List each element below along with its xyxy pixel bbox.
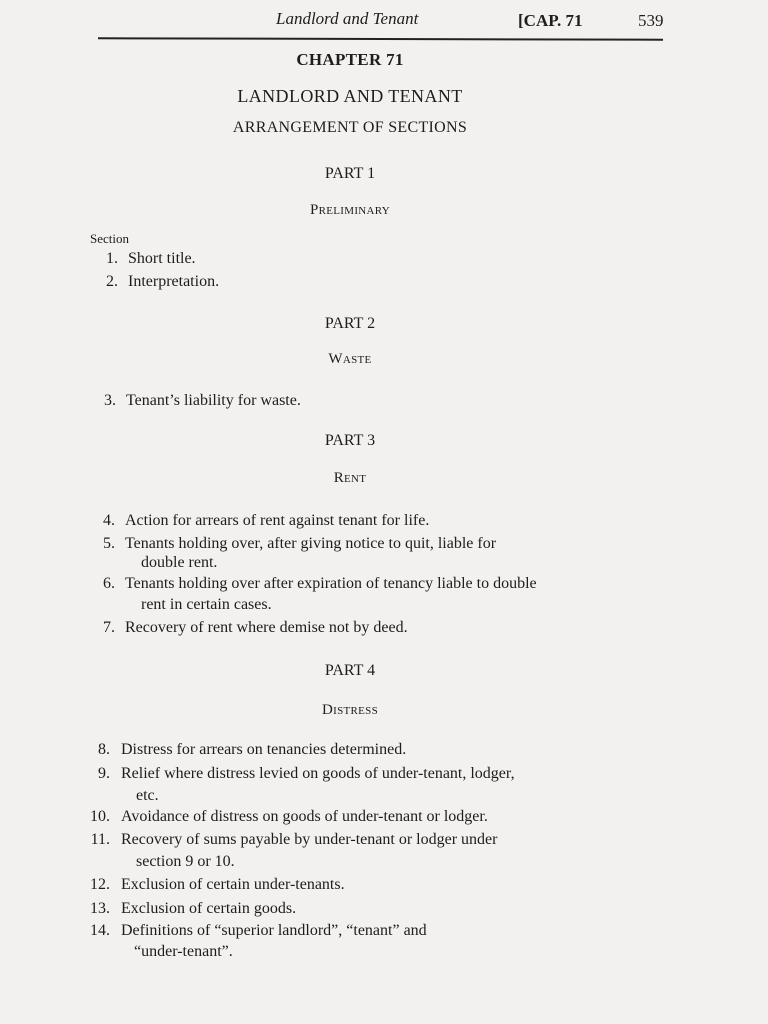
section-title-continuation: section 9 or 10. (136, 853, 235, 870)
part-label: PART 4 (324, 662, 376, 679)
section-title: Distress for arrears on tenancies determined. (121, 741, 407, 758)
section-number: 8. (98, 741, 110, 758)
section-number: 6. (103, 575, 115, 592)
section-number: 10. (90, 808, 110, 825)
section-number: 12. (90, 876, 110, 893)
part-heading: Waste (328, 351, 372, 367)
section-number: 9. (98, 765, 110, 782)
section-number: 4. (103, 512, 115, 529)
running-title: Landlord and Tenant (276, 9, 419, 28)
section-number: 1. (106, 250, 118, 267)
section-title-continuation: “under-tenant”. (134, 943, 233, 960)
section-column-label: Section (90, 231, 129, 246)
section-title: Definitions of “superior landlord”, “tenant” and (121, 922, 427, 939)
section-title-continuation: rent in certain cases. (141, 596, 272, 613)
chapter-heading: CHAPTER 71 (296, 50, 404, 69)
section-number: 2. (106, 273, 118, 290)
section-title: Relief where distress levied on goods of under-tenant, lodger, (121, 765, 515, 782)
section-title-continuation: double rent. (141, 554, 218, 571)
section-number: 5. (103, 535, 115, 552)
page-number: 539 (638, 11, 664, 30)
section-number: 3. (104, 392, 116, 409)
section-number: 13. (90, 900, 110, 917)
act-title: LANDLORD AND TENANT (237, 86, 463, 106)
section-title: Exclusion of certain under-tenants. (121, 876, 345, 893)
part-label: PART 2 (324, 315, 376, 332)
section-title: Tenants holding over, after giving notice to quit, liable for (125, 535, 497, 552)
section-number: 14. (90, 922, 110, 939)
section-number: 7. (103, 619, 115, 636)
part-heading: Rent (333, 470, 367, 486)
part-heading: Distress (321, 702, 379, 718)
section-title: Tenant’s liability for waste. (126, 392, 301, 409)
section-number: 11. (90, 831, 110, 848)
section-title: Exclusion of certain goods. (121, 900, 297, 917)
section-title: Tenants holding over after expiration of tenancy liable to double (125, 575, 537, 592)
section-title-continuation: etc. (136, 787, 159, 804)
section-title: Short title. (128, 250, 196, 267)
section-title: Avoidance of distress on goods of under-tenant or lodger. (121, 808, 488, 825)
chapter-cap-ref: [CAP. 71 (518, 11, 583, 30)
section-title: Recovery of rent where demise not by deed. (125, 619, 408, 636)
header-rule (98, 37, 663, 40)
section-title: Interpretation. (128, 273, 220, 290)
part-label: PART 1 (324, 165, 376, 182)
arrangement-heading: ARRANGEMENT OF SECTIONS (232, 119, 468, 136)
part-heading: Preliminary (309, 202, 391, 218)
part-label: PART 3 (324, 432, 376, 449)
section-title: Recovery of sums payable by under-tenant or lodger under (121, 831, 498, 848)
section-title: Action for arrears of rent against tenant for life. (125, 512, 430, 529)
